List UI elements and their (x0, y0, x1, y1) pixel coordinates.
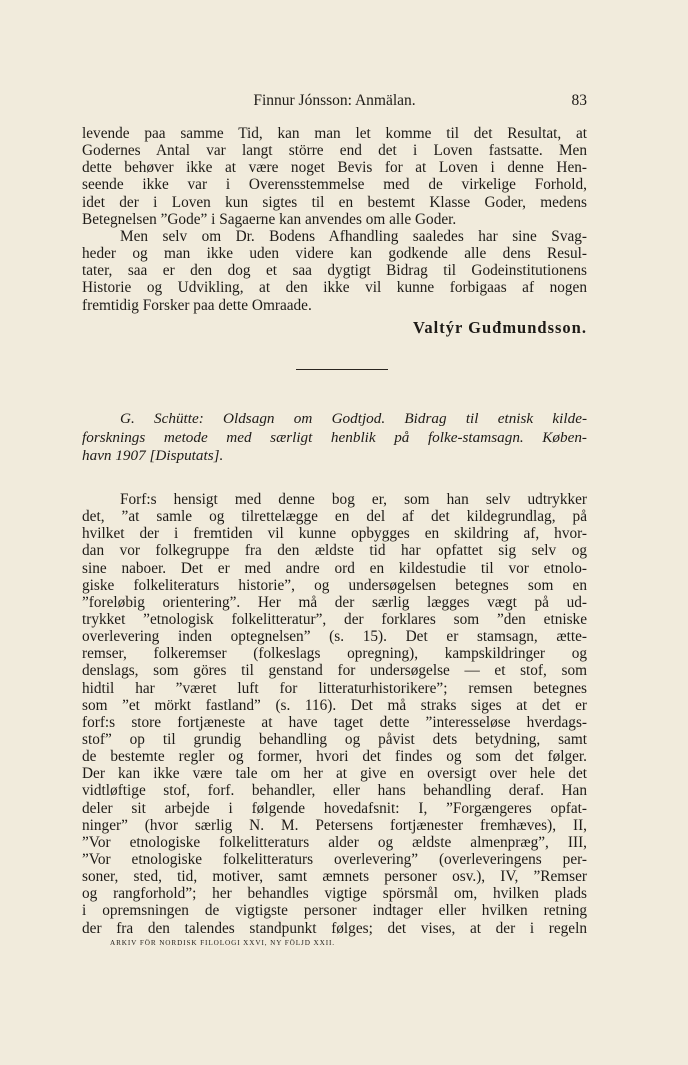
text-line: Historie og Udvikling, at den ikke vil kunne forbigaas af nogen (82, 279, 587, 297)
text-line: stof” op til grundig behandling og påvist dets betydning, samt (82, 730, 587, 748)
text-line: og rangforhold”; her behandles vigtige spörsmål om, hvilken plads (82, 885, 587, 903)
text-line: giske folkeliteraturs historie”, og undersøgelsen betegnes som en (82, 576, 587, 594)
paragraph-3 (82, 491, 587, 937)
text-line: heder og man ikke uden videre kan godkende alle dens Resul- (82, 245, 587, 263)
title-line: G. Schütte: Oldsagn om Godtjod. Bidrag til etnisk kilde- (120, 410, 587, 427)
running-title: Finnur Jónsson: Anmälan. (253, 92, 416, 109)
text-line: det, ”at samle og tilrettelægge en del af det kildegrundlag, på (82, 508, 587, 526)
text-line: overlevering inden optegnelsen” (s. 15). Det er stamsagn, ætte- (82, 628, 587, 646)
text-line: remser, folkeremser (folkeslags opregning), kampskildringer og (82, 645, 587, 663)
text-line: hidtil har ”været luft for litteraturhistorikere”; remsen betegnes (82, 679, 587, 697)
text-line: soner, sted, tid, motiver, samt æmnets personer osv.), IV, ”Remser (82, 868, 587, 886)
text-line: levende paa samme Tid, kan man let komme til det Resultat, at (82, 125, 587, 142)
text-line: idet der i Loven kun sigtes til en bestemt Klasse Goder, medens (82, 193, 587, 211)
text-line: forf:s store fortjæneste at have taget dette ”interesseløse hverdags- (82, 713, 587, 731)
section-divider (296, 369, 388, 370)
author-signature: Valtýr Guđmundsson. (413, 318, 587, 337)
text-line: i opremsningen de vigtigste personer indtager eller hvilken retning (82, 902, 587, 920)
title-line: havn 1907 [Disputats]. (82, 447, 224, 465)
text-line: dette behøver ikke at være noget Bevis for at Loven i denne Hen- (82, 159, 587, 177)
text-line: ”Vor etnologiske folkelitteraturs overlevering” (overleveringens per- (82, 850, 587, 868)
text-line: fremtidig Forsker paa dette Omraade. (82, 296, 312, 314)
text-line: trykket ”etnologisk folkelitteratur”, der forklares som ”den etniske (82, 610, 587, 628)
text-line: Der kan ikke være tale om her at give en oversigt over hele det (82, 765, 587, 783)
text-line: Men selv om Dr. Bodens Afhandling saaledes har sine Svag- (120, 228, 587, 245)
text-line: sine naboer. Det er med andre ord en kildestudie til vor etnolo- (82, 559, 587, 577)
text-line: ninger” (hvor særlig N. M. Petersens fortjænester fremhæves), II, (82, 816, 587, 834)
text-line: dan vor folkegruppe fra den ældste tid har opfattet sig selv og (82, 542, 587, 560)
text-line: Betegnelsen ”Gode” i Sagaerne kan anvendes om alle Goder. (82, 210, 457, 228)
signature-footer: ARKIV FÖR NORDISK FILOLOGI XXVI, NY FÖLJD XXII. (110, 939, 335, 947)
text-line: seende ikke var i Overensstemmelse med de virkelige Forhold, (82, 176, 587, 194)
text-line: Forf:s hensigt med denne bog er, som han selv udtrykker (120, 491, 587, 508)
text-line: hvilket der i fremtiden vil kunne opbygges en skildring af, hvor- (82, 525, 587, 543)
text-line: der fra den talendes standpunkt følges; det vises, at der i regeln (82, 919, 587, 937)
title-line: forsknings metode med særligt henblik på folke-stamsagn. Køben- (82, 428, 587, 446)
text-line: tater, saa er den dog et saa dygtigt Bidrag til Godeinstitutionens (82, 262, 587, 280)
paragraph-1 (82, 125, 587, 228)
paragraph-2 (82, 228, 587, 314)
text-line: deler sit arbejde i følgende hovedafsnit: I, ”Forgængeres opfat- (82, 799, 587, 817)
text-line: som ”et mörkt fastland” (s. 116). Det må straks siges at det er (82, 696, 587, 714)
page-number: 83 (571, 92, 587, 109)
text-line: vidtløftige stof, forf. behandler, eller hans behandling deraf. Han (82, 782, 587, 800)
running-header (82, 92, 587, 114)
text-line: Godernes Antal var langt större end det i Loven fastsatte. Men (82, 142, 587, 160)
text-line: denslags, som göres til genstand for undersøgelse — et stof, som (82, 662, 587, 680)
text-line: de bestemte regler og former, hvori det findes og som det følger. (82, 748, 587, 766)
text-line: ”Vor etnologiske folkelitteraturs alder og ældste almenpræg”, III, (82, 833, 587, 851)
review-title (82, 410, 587, 466)
text-line: ”foreløbig orientering”. Her må der særlig lægges vægt på ud- (82, 593, 587, 611)
